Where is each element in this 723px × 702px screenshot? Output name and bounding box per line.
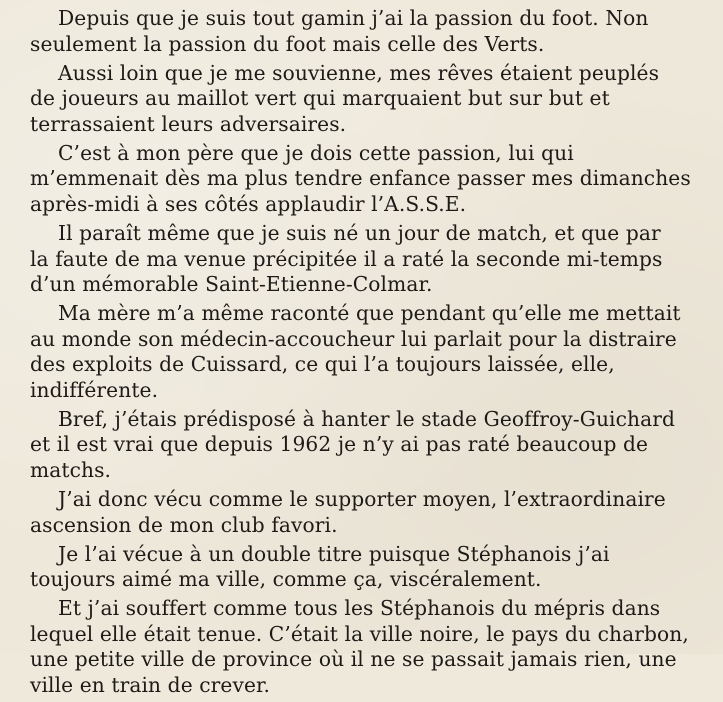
paragraph-1 xyxy=(30,6,710,57)
paragraph-1-line-1: Depuis que je suis tout gamin j’ai la passion du foot. Non xyxy=(58,6,649,30)
paragraph-8-line-2: toujours aimé ma ville, comme ça, viscéralement. xyxy=(30,567,542,592)
body-text xyxy=(30,6,710,702)
paragraph-5-line-3: des exploits de Cuissard, ce qui l’a toujours laissée, elle, xyxy=(30,352,615,377)
paragraph-9-line-1: Et j’ai souffert comme tous les Stéphanois du mépris dans xyxy=(58,596,661,621)
paragraph-1-line-2: seulement la passion du foot mais celle des Verts. xyxy=(30,31,545,56)
paragraph-6 xyxy=(30,406,710,484)
paragraph-5-line-4: indifférente. xyxy=(30,377,159,402)
paragraph-9-line-4: ville en train de crever. xyxy=(30,672,271,697)
paragraph-9-line-3: une petite ville de province où il ne se passait jamais rien, une xyxy=(30,647,677,672)
paragraph-2-line-2: de joueurs au maillot vert qui marquaient but sur but et xyxy=(30,86,610,111)
paragraph-6-line-2: et il est vrai que depuis 1962 je n’y ai pas raté beaucoup de xyxy=(30,432,649,457)
paragraph-8-line-1: Je l’ai vécue à un double titre puisque Stéphanois j’ai xyxy=(58,541,610,566)
paragraph-7-line-2: ascension de mon club favori. xyxy=(30,512,338,537)
paragraph-4-line-1: Il paraît même que je suis né un jour de match, et que par xyxy=(58,220,661,245)
paragraph-4-line-3: d’un mémorable Saint-Etienne-Colmar. xyxy=(30,272,433,297)
paragraph-5-line-2: au monde son médecin-accoucheur lui parlait pour la distraire xyxy=(30,326,677,351)
paragraph-5-line-1: Ma mère m’a même raconté que pendant qu’elle me mettait xyxy=(58,301,681,326)
paragraph-6-line-3: matchs. xyxy=(30,458,112,483)
paragraph-4 xyxy=(30,220,710,298)
paragraph-7 xyxy=(30,487,710,538)
paragraph-4-line-2: la faute de ma venue précipitée il a raté la seconde mi-temps xyxy=(30,246,663,271)
paragraph-3 xyxy=(30,140,710,218)
paragraph-7-line-1: J’ai donc vécu comme le supporter moyen, l’extraordinaire xyxy=(58,487,666,512)
paragraph-3-line-2: m’emmenait dès ma plus tendre enfance passer mes dimanches xyxy=(30,166,691,191)
paragraph-3-line-3: après-midi à ses côtés applaudir l’A.S.S.E. xyxy=(30,191,467,216)
paragraph-8 xyxy=(30,541,710,593)
paragraph-2-line-3: terrassaient leurs adversaires. xyxy=(30,111,347,136)
paragraph-2 xyxy=(30,60,710,138)
paragraph-9-line-2: lequel elle était tenue. C’était la ville noire, le pays du charbon, xyxy=(30,621,689,646)
paragraph-3-line-1: C’est à mon père que je dois cette passion, lui qui xyxy=(58,140,574,165)
paragraph-6-line-1: Bref, j’étais prédisposé à hanter le stade Geoffroy-Guichard xyxy=(58,406,676,431)
paragraph-9 xyxy=(30,596,710,698)
paragraph-5 xyxy=(30,301,710,403)
paragraph-2-line-1: Aussi loin que je me souvienne, mes rêves étaient peuplés xyxy=(58,60,660,85)
